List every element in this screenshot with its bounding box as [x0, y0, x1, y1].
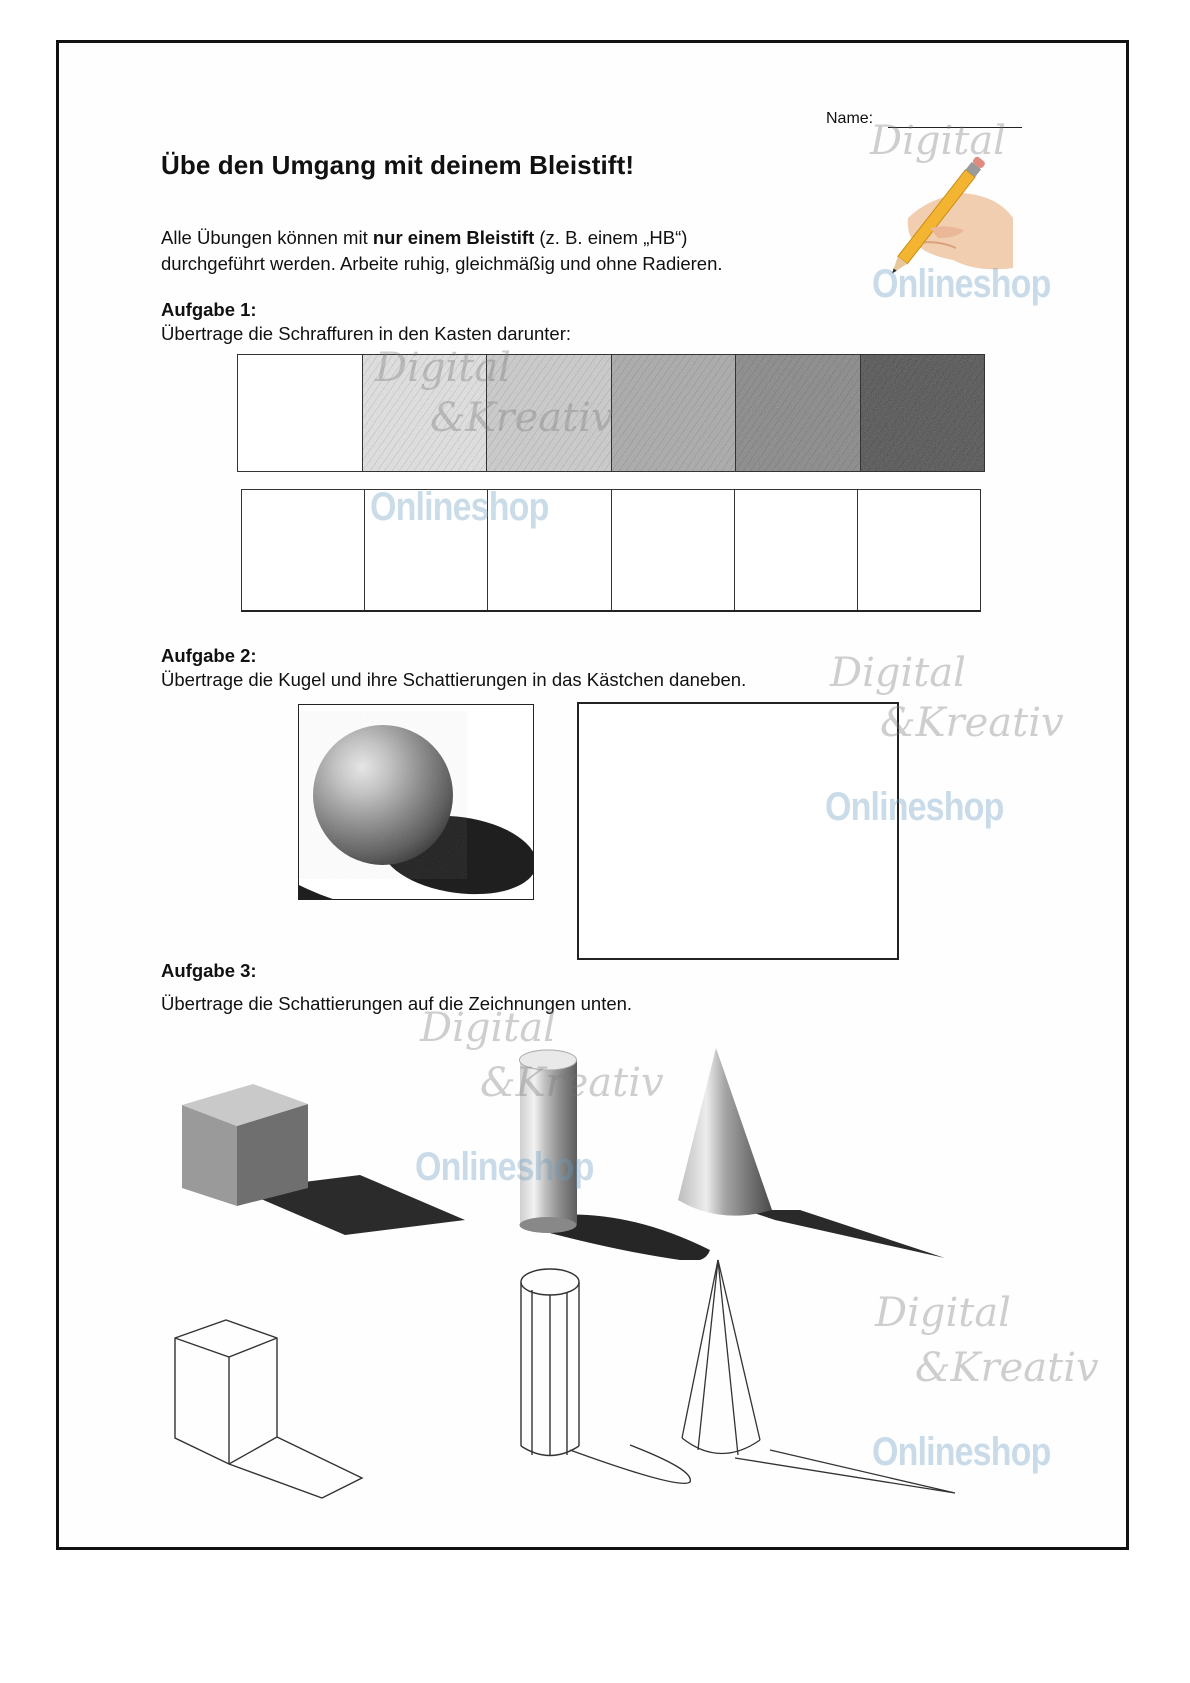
outline-cylinder-icon [521, 1269, 690, 1483]
watermark-onlineshop-5: Onlineshop [872, 1430, 1051, 1474]
watermark-digital: Digital [870, 118, 1006, 164]
task-2-heading: Aufgabe 2: [161, 645, 257, 666]
sphere-reference-box [298, 704, 534, 900]
outline-shapes-practice[interactable] [160, 1250, 960, 1520]
watermark-digital-3: Digital [830, 650, 966, 696]
intro-line-1: Alle Übungen können mit nur einem Bleistift (z. B. einem „HB“) [161, 227, 688, 248]
hatch-cell-5 [735, 355, 860, 471]
sphere-drawing-box[interactable] [577, 702, 899, 960]
watermark-onlineshop: Onlineshop [872, 262, 1051, 306]
watermark-digital-5: Digital [875, 1290, 1011, 1336]
task-1-instruction: Übertrage die Schraffuren in den Kasten darunter: [161, 323, 571, 344]
intro-line-2: durchgeführt werden. Arbeite ruhig, gleichmäßig und ohne Radieren. [161, 253, 723, 274]
watermark-kreativ-5: &Kreativ [915, 1345, 1099, 1391]
hatching-practice-strip [241, 489, 981, 612]
task-3-heading: Aufgabe 3: [161, 960, 257, 981]
task-2-instruction: Übertrage die Kugel und ihre Schattierungen in das Kästchen daneben. [161, 669, 747, 690]
watermark-kreativ-3: &Kreativ [880, 700, 1064, 746]
watermark-kreativ-4: &Kreativ [480, 1060, 664, 1106]
watermark-onlineshop-4: Onlineshop [415, 1145, 594, 1189]
shaded-cone-icon [678, 1048, 945, 1258]
practice-cell-6[interactable] [857, 490, 980, 610]
shaded-shapes-reference [160, 1020, 960, 1260]
watermark-digital-4: Digital [420, 1005, 556, 1051]
hatch-cell-1 [238, 355, 362, 471]
practice-cell-4[interactable] [611, 490, 734, 610]
shaded-sphere-illustration [299, 705, 534, 900]
worksheet-title: Übe den Umgang mit deinem Bleistift! [161, 150, 635, 180]
name-label: Name: [826, 110, 874, 127]
watermark-onlineshop-3: Onlineshop [825, 785, 1004, 829]
outline-cube-icon [175, 1320, 362, 1498]
intro-text [161, 225, 723, 277]
practice-cell-1[interactable] [242, 490, 364, 610]
watermark-kreativ-2: &Kreativ [430, 395, 614, 441]
task-3-instruction: Übertrage die Schattierungen auf die Zeichnungen unten. [161, 993, 633, 1014]
hatch-cell-6 [860, 355, 985, 471]
task-1-heading: Aufgabe 1: [161, 299, 257, 320]
practice-cell-5[interactable] [734, 490, 857, 610]
watermark-digital-2: Digital [375, 345, 511, 391]
hatch-cell-4 [611, 355, 736, 471]
watermark-onlineshop-2: Onlineshop [370, 485, 549, 529]
